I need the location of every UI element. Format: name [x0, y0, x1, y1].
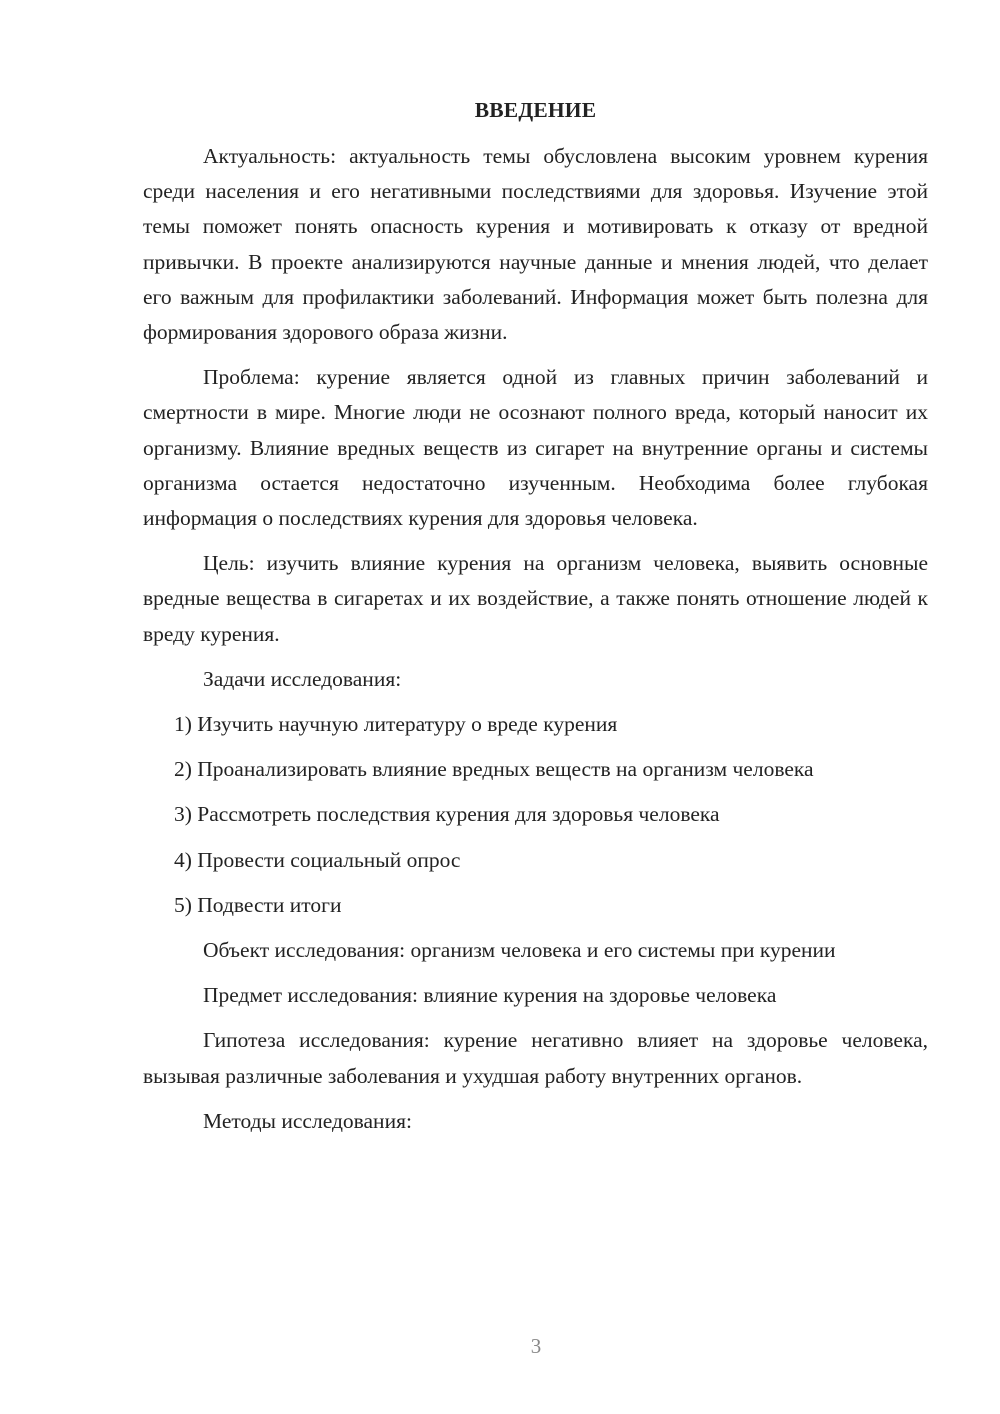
- list-item: 1) Изучить научную литературу о вреде курения: [174, 712, 618, 737]
- page-content: [143, 96, 928, 1149]
- paragraph-problem: Проблема: курение является одной из главных причин заболеваний и смертности в мире. Многие люди не осознают полного вреда, который наносит их организму. Влияние вредных веществ из сигарет на внутренние органы и системы организма остается недостаточно изученным. Необходима более глубокая информация о последствиях курения для здоровья человека.: [143, 365, 928, 531]
- paragraph-methods: Методы исследования:: [203, 1108, 412, 1133]
- list-item: 2) Проанализировать влияние вредных веществ на организм человека: [174, 757, 814, 782]
- paragraph-subject: Предмет исследования: влияние курения на здоровье человека: [203, 983, 777, 1008]
- page-number: 3: [530, 1334, 542, 1358]
- paragraph-goal: Цель: изучить влияние курения на организм человека, выявить основные вредные вещества в сигаретах и их воздействие, а также понять отношение людей к вреду курения.: [143, 551, 928, 646]
- list-item: 3) Рассмотреть последствия курения для здоровья человека: [174, 802, 720, 827]
- paragraph-tasks-intro: Задачи исследования:: [203, 666, 402, 691]
- list-item: 4) Провести социальный опрос: [174, 847, 461, 872]
- paragraph-relevance: Актуальность: актуальность темы обусловлена высоким уровнем курения среди населения и его негативными последствиями для здоровья. Изучение этой темы поможет понять опасность курения и мотивировать к отказу от вредной привычки. В проекте анализируются научные данные и мнения людей, что делает его важным для профилактики заболеваний. Информация может быть полезна для формирования здорового образа жизни.: [143, 144, 928, 345]
- list-item: 5) Подвести итоги: [174, 892, 342, 917]
- tasks-list: [143, 707, 928, 923]
- paragraph-hypothesis: Гипотеза исследования: курение негативно влияет на здоровье человека, вызывая различные заболевания и ухудшая работу внутренних органов.: [143, 1028, 928, 1088]
- section-heading: ВВЕДЕНИЕ: [474, 98, 597, 122]
- paragraph-object: Объект исследования: организм человека и его системы при курении: [203, 938, 836, 963]
